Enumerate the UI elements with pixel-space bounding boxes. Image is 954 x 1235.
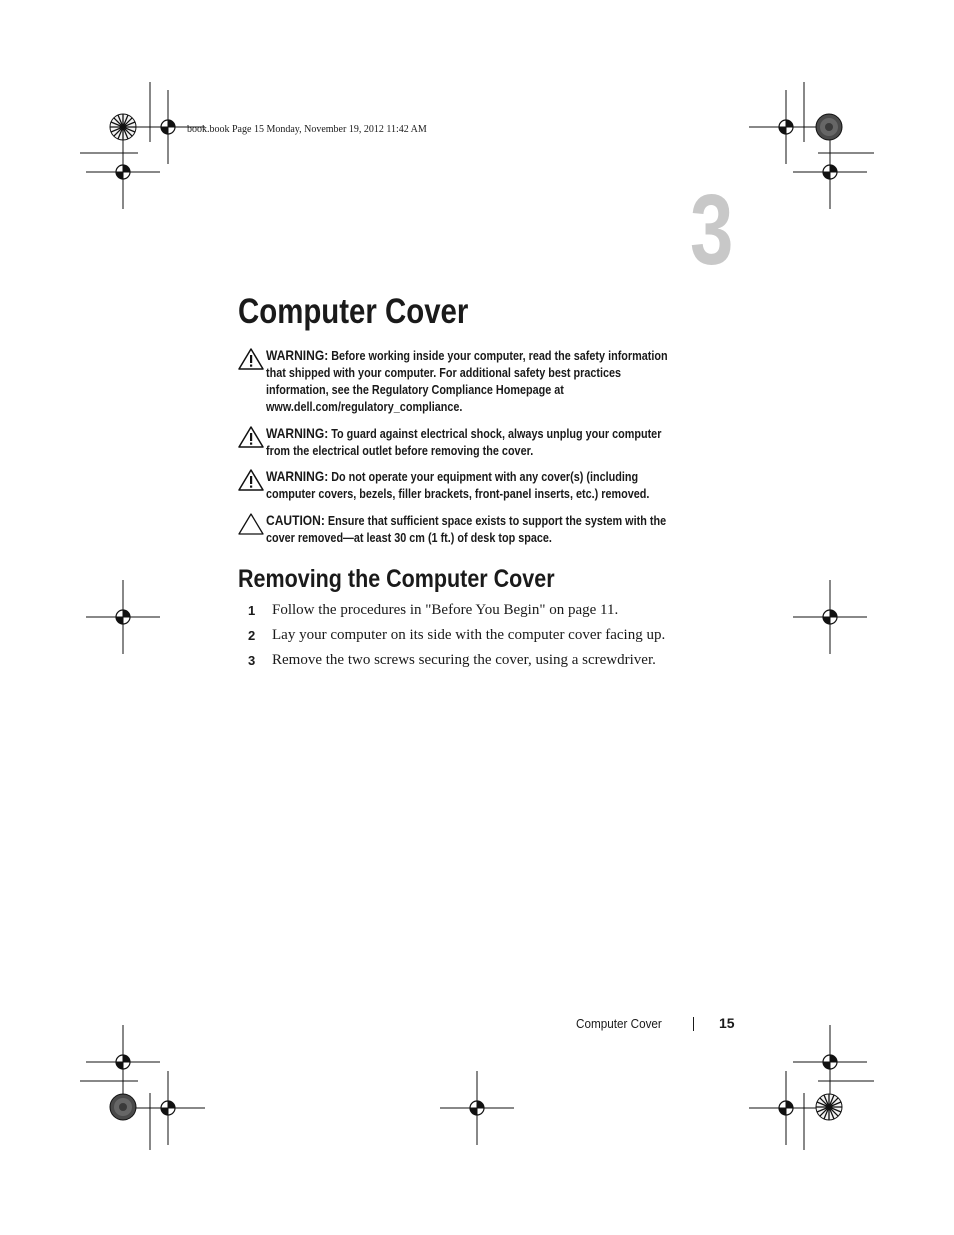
notice-text: Do not operate your equipment with any cover(s) (including computer covers, bezels, filler brackets, front-panel inserts, etc.) removed.: [266, 470, 650, 501]
warning-triangle-icon: [238, 348, 266, 416]
step-number: 2: [248, 628, 256, 643]
section-title: Removing the Computer Cover: [238, 565, 555, 593]
step-number: 1: [248, 603, 256, 618]
notice-text: Ensure that sufficient space exists to support the system with the cover removed—at least 30 cm (1 ft.) of desk top space.: [266, 514, 667, 545]
notice-label: WARNING:: [266, 425, 329, 441]
warning-notice: [238, 347, 748, 416]
step-item: [248, 627, 665, 644]
step-text: Remove the two screws securing the cover, using a screwdriver.: [272, 652, 656, 668]
warning-triangle-icon: [238, 469, 266, 503]
notice-label: WARNING:: [266, 468, 329, 484]
chapter-number: 3: [690, 174, 734, 286]
notice-text: To guard against electrical shock, always unplug your computer from the electrical outlet before removing the cover.: [266, 427, 662, 458]
warning-notice: [238, 425, 748, 460]
caution-notice: [238, 512, 748, 547]
step-item: [248, 602, 618, 619]
print-header: book.book Page 15 Monday, November 19, 2012 11:42 AM: [187, 124, 427, 135]
step-item: [248, 652, 656, 669]
page-number: 15: [719, 1015, 735, 1031]
notice-text: Before working inside your computer, read the safety information that shipped with your computer. For additional safety best practices information, see the Regulatory Compliance Homepage at www.dell.com/regulatory_compliance.: [266, 349, 668, 414]
step-text: Lay your computer on its side with the computer cover facing up.: [272, 627, 666, 643]
notice-label: WARNING:: [266, 347, 329, 363]
chapter-title: Computer Cover: [238, 292, 469, 331]
footer-title: Computer Cover: [576, 1016, 662, 1031]
footer-divider: [693, 1017, 694, 1031]
warning-triangle-icon: [238, 426, 266, 460]
warning-notice: [238, 468, 748, 503]
caution-triangle-icon: [238, 513, 266, 547]
notice-label: CAUTION:: [266, 512, 325, 528]
step-text: Follow the procedures in "Before You Begin" on page 11.: [272, 602, 619, 618]
step-number: 3: [248, 653, 256, 668]
